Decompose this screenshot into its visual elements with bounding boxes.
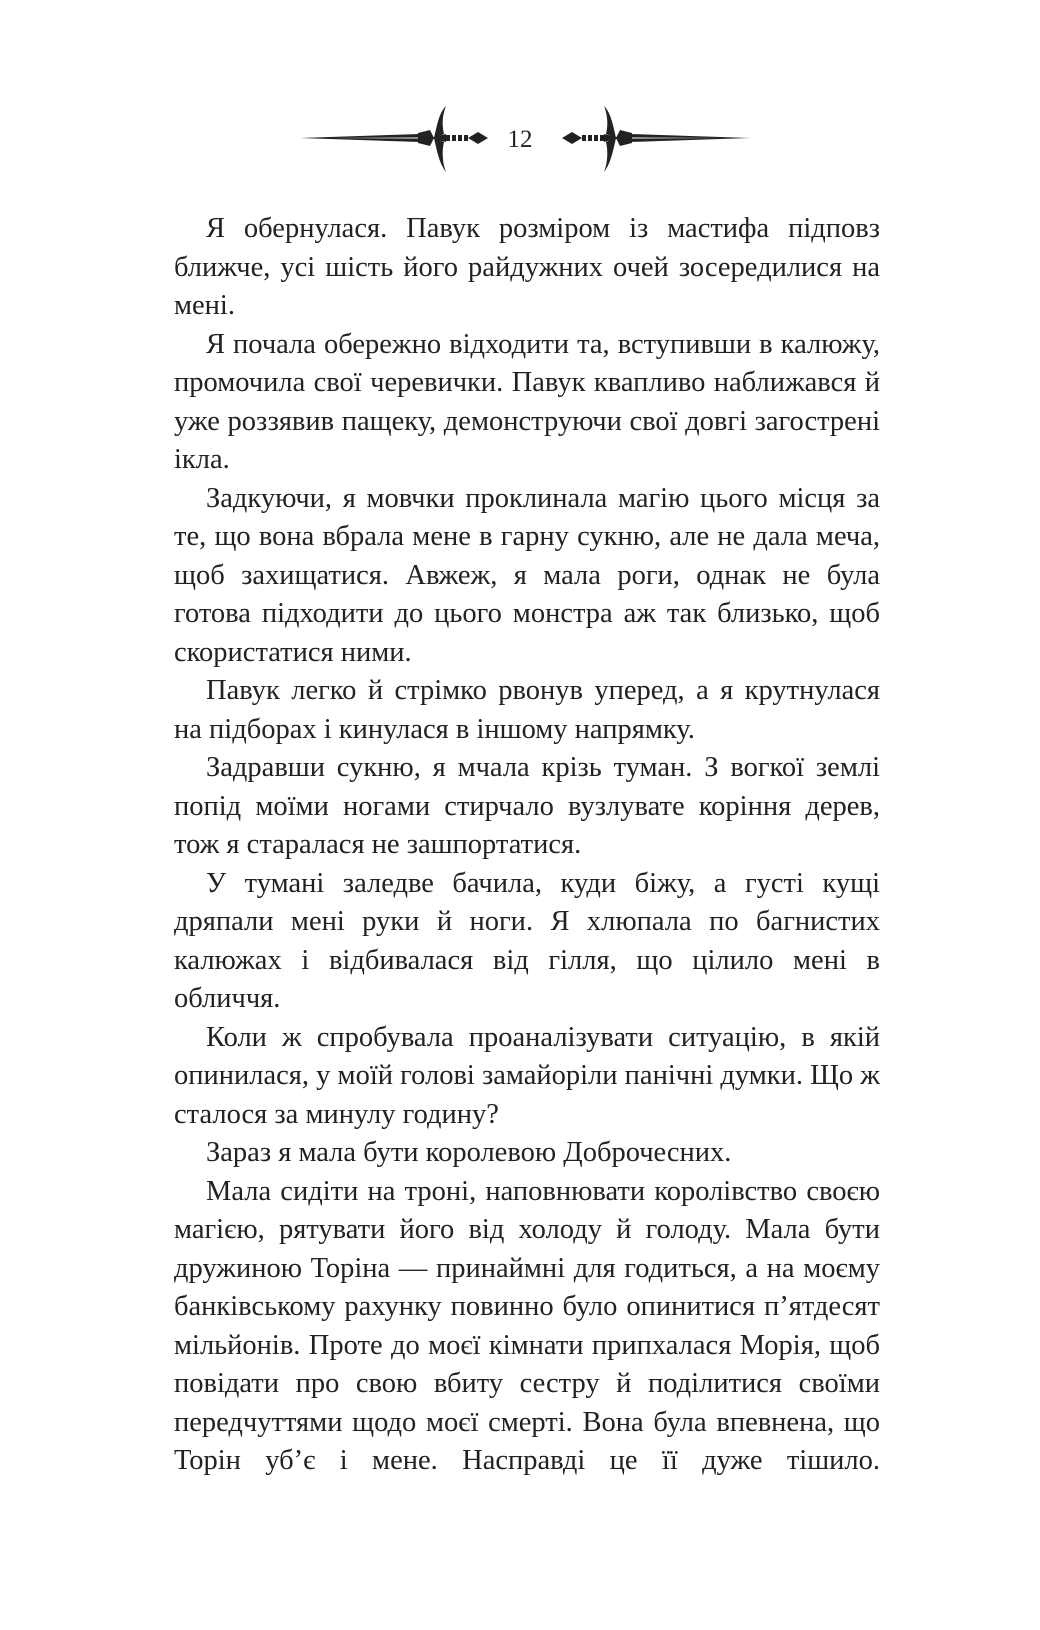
body-text (174, 210, 880, 1481)
paragraph: Задравши сукню, я мчала крізь туман. З вогкої землі попід моїми ногами стирчало вузлувате коріння дерев, тож я старалася не зашпортатися. (174, 752, 880, 860)
running-header (0, 100, 1040, 180)
paragraph: Зараз я мала бути королевою Доброчесних. (206, 1137, 732, 1168)
paragraph: У тумані заледве бачила, куди біжу, а густі кущі дряпали мені руки й ноги. Я хлюпала по багнистих калюжах і відбивалася від гілля, що цілило мені в обличчя. (174, 867, 880, 1014)
paragraph: Задкуючи, я мовчки проклинала магію цього місця за те, що вона вбрала мене в гарну сукню, але не дала меча, щоб захищатися. Авжеж, я мала роги, однак не була готова підходити до цього монстра аж так близько, щоб скористатися ними. (174, 482, 880, 668)
sword-ornament-left-icon (300, 100, 500, 180)
page-number: 12 (507, 126, 533, 153)
paragraph: Мала сидіти на троні, наповнювати королівство своєю магією, рятувати його від холоду й голоду. Мала бути дружиною Торіна — принаймні для годиться, а на моєму банківському рахунку повинно було опинитися п’ятдесят мільйонів. Проте до моєї кімнати припхалася Морія, щоб повідати про свою вбиту сестру й поділитися своїми передчуттями щодо моєї смерті. Вона була впевнена, що Торін уб’є і мене. Насправді це її дуже тішило. (174, 1175, 880, 1476)
paragraph: Я обернулася. Павук розміром із мастифа підповз ближче, усі шість його райдужних очей зосередилися на мені. (174, 213, 880, 321)
sword-ornament-right-icon (560, 100, 760, 180)
paragraph: Павук легко й стрімко рвонув уперед, а я крутнулася на підборах і кинулася в іншому напрямку. (174, 675, 880, 745)
paragraph: Я почала обережно відходити та, вступивши в калюжу, промочила свої черевички. Павук квапливо наближався й уже роззявив пащеку, демонструючи свої довгі загострені ікла. (174, 328, 880, 475)
paragraph: Коли ж спробувала проаналізувати ситуацію, в якій опинилася, у моїй голові замайоріли панічні думки. Що ж сталося за минулу годину? (174, 1021, 880, 1130)
